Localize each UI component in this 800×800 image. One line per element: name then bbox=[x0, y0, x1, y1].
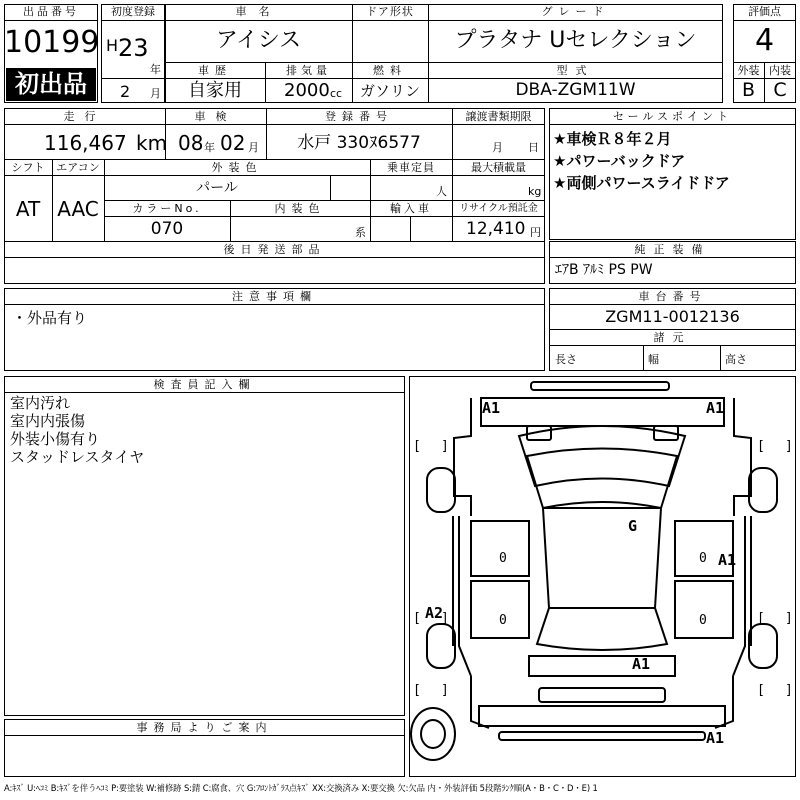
svg-text:]: ] bbox=[785, 611, 793, 626]
model-code: DBA-ZGM11W bbox=[515, 80, 636, 100]
width-label: 幅 bbox=[648, 353, 659, 366]
svg-text:0: 0 bbox=[499, 613, 507, 628]
svg-text:[: [ bbox=[413, 611, 421, 626]
grade-value: プラタナ Uセレクション bbox=[454, 28, 697, 53]
load-label: 最大積載量 bbox=[471, 161, 526, 174]
color-no-label: カラーNo. bbox=[132, 202, 202, 215]
later-parts-label: 後日発送部品 bbox=[223, 243, 326, 256]
svg-text:0: 0 bbox=[699, 551, 707, 566]
damage-mark-rear-roof: A1 bbox=[632, 655, 651, 673]
equipment-label: 純正装備 bbox=[634, 243, 711, 256]
model-label: 型式 bbox=[556, 64, 595, 77]
damage-mark-front-right: A1 bbox=[706, 399, 725, 417]
displacement-label: 排気量 bbox=[286, 64, 331, 77]
fuel-label: 燃料 bbox=[373, 64, 407, 77]
inspection-year-unit: 年 bbox=[204, 141, 215, 154]
load-unit: kg bbox=[528, 185, 542, 198]
mileage-value: 116,467 bbox=[44, 131, 127, 155]
mileage-unit: km bbox=[136, 131, 168, 155]
ac-label: エアコン bbox=[56, 161, 100, 174]
svg-text:]: ] bbox=[785, 439, 793, 454]
shift-label: シフト bbox=[11, 161, 45, 174]
inspector-line-4: スタッドレスタイヤ bbox=[10, 448, 145, 466]
svg-text:]: ] bbox=[441, 439, 449, 454]
transfer-day-unit: 日 bbox=[528, 141, 539, 154]
score-label: 評価点 bbox=[748, 5, 781, 18]
ac-value: AAC bbox=[57, 197, 99, 221]
ext-grade-label: 外装 bbox=[737, 64, 760, 77]
inspection-label: 車検 bbox=[194, 110, 237, 123]
damage-mark-left-rear: A2 bbox=[425, 604, 444, 622]
recycle-value: 12,410 bbox=[466, 219, 526, 239]
recycle-label: リサイクル預託金 bbox=[459, 203, 538, 214]
inspector-line-2: 室内内張傷 bbox=[10, 412, 86, 430]
int-grade-label: 内装 bbox=[769, 64, 791, 77]
month-unit: 月 bbox=[150, 87, 161, 100]
equipment-value: ｴｱB ｱﾙﾐ PS PW bbox=[555, 262, 653, 278]
inspection-year: 08 bbox=[178, 131, 204, 155]
chassis-number: ZGM11-0012136 bbox=[605, 307, 740, 326]
shift-value: AT bbox=[15, 197, 41, 221]
int-grade: C bbox=[773, 79, 787, 101]
plate-value: 水戸 330ﾇ6577 bbox=[297, 133, 421, 153]
year-unit: 年 bbox=[150, 63, 161, 76]
footer-legend: A:ｷｽﾞ U:ﾍｺﾐ B:ｷｽﾞを伴うﾍｺﾐ P:要塗装 W:補修跡 S:錆 C:腐食、穴 G:ﾌﾛﾝﾄｶﾞﾗｽ点ｷｽﾞ XX:交換済み X:要交換 欠:欠品 内・外装評価 5段階ﾗﾝｸ順(A・B・C・D・E) 1 bbox=[4, 783, 598, 793]
fuel-value: ガソリン bbox=[359, 82, 420, 100]
door-label: ドア形状 bbox=[366, 5, 414, 18]
capacity-label: 乗車定員 bbox=[387, 161, 435, 174]
sales-point-1: ★車検Ｒ８年２月 bbox=[553, 130, 672, 148]
transfer-month-unit: 月 bbox=[492, 141, 503, 154]
car-diagram bbox=[409, 376, 796, 777]
plate-label: 登録番号 bbox=[325, 110, 393, 123]
svg-text:[: [ bbox=[413, 683, 421, 698]
interior-color-unit: 系 bbox=[355, 226, 366, 239]
chassis-label: 車台番号 bbox=[638, 290, 707, 303]
dimensions-label: 諸元 bbox=[653, 331, 692, 344]
notes-value: ・外品有り bbox=[12, 309, 88, 327]
mileage-label: 走行 bbox=[63, 110, 106, 123]
damage-mark-windshield: G bbox=[628, 517, 638, 535]
capacity-unit: 人 bbox=[436, 185, 447, 198]
svg-text:0: 0 bbox=[499, 551, 507, 566]
svg-text:[: [ bbox=[757, 683, 765, 698]
damage-mark-rear-bumper: A1 bbox=[706, 729, 725, 747]
displacement-unit: cc bbox=[330, 87, 343, 100]
svg-text:[: [ bbox=[757, 439, 765, 454]
interior-color-label: 内装色 bbox=[274, 202, 326, 215]
import-label: 輸入車 bbox=[390, 202, 432, 215]
length-label: 長さ bbox=[555, 353, 577, 366]
inspector-label: 検査員記入欄 bbox=[153, 378, 256, 391]
damage-mark-front-left: A1 bbox=[482, 399, 501, 417]
svg-text:[: [ bbox=[757, 611, 765, 626]
svg-text:0: 0 bbox=[699, 613, 707, 628]
svg-text:]: ] bbox=[441, 611, 449, 626]
sales-point-3: ★両側パワースライドドア bbox=[553, 174, 730, 192]
svg-text:[: [ bbox=[413, 439, 421, 454]
grade-label: グレード bbox=[541, 5, 610, 18]
history-label: 車歴 bbox=[198, 64, 232, 77]
era-text: H bbox=[106, 36, 119, 55]
inspector-line-3: 外装小傷有り bbox=[10, 430, 101, 448]
recycle-unit: 円 bbox=[530, 226, 541, 239]
damage-mark-right-front-door: A1 bbox=[718, 551, 737, 569]
score-value: 4 bbox=[754, 23, 775, 58]
first-listing-badge: 初出品 bbox=[6, 68, 96, 101]
ext-grade: B bbox=[741, 79, 756, 101]
sales-point-2: ★パワーバックドア bbox=[553, 152, 686, 170]
svg-text:]: ] bbox=[441, 683, 449, 698]
notes-label: 注意事項欄 bbox=[232, 290, 317, 303]
displacement-value: 2000 bbox=[284, 80, 330, 101]
sales-points-label: セールスポイント bbox=[612, 110, 732, 123]
lot-label: 出品番号 bbox=[23, 5, 79, 18]
registration-label: 初度登録 bbox=[111, 5, 155, 18]
car-name-label: 車名 bbox=[235, 5, 282, 18]
svg-text:]: ] bbox=[785, 683, 793, 698]
history-value: 自家用 bbox=[188, 80, 242, 101]
inspector-line-1: 室内汚れ bbox=[10, 394, 71, 412]
height-label: 高さ bbox=[725, 353, 747, 366]
color-label: 外装色 bbox=[211, 161, 263, 174]
inspection-month-unit: 月 bbox=[248, 141, 259, 154]
lot-number: 10199 bbox=[4, 25, 100, 60]
color-no-value: 070 bbox=[150, 219, 184, 239]
reg-year: 23 bbox=[118, 34, 149, 62]
transfer-label: 譲渡書類期限 bbox=[465, 110, 532, 123]
inspection-month: 02 bbox=[220, 131, 246, 155]
car-name: アイシス bbox=[215, 28, 302, 53]
color-value: パール bbox=[196, 180, 238, 196]
office-label: 事務局よりご案内 bbox=[136, 721, 273, 734]
reg-month: 2 bbox=[120, 82, 131, 101]
